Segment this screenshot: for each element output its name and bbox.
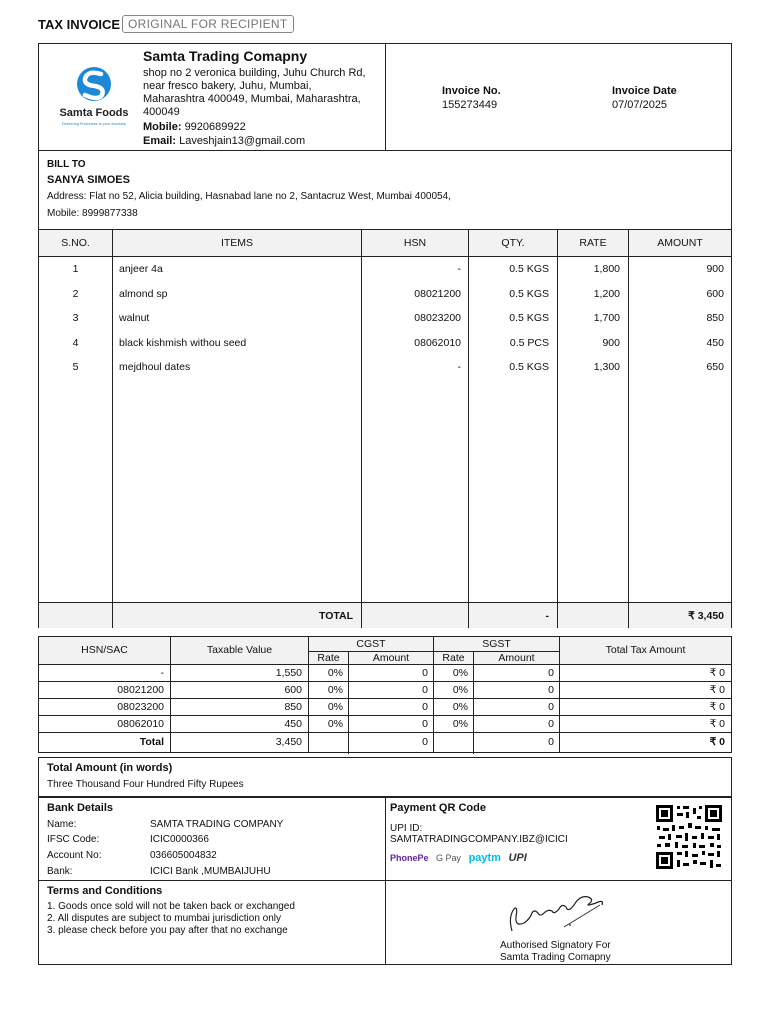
- logo-text: Samta Foods: [59, 107, 129, 119]
- gpay-icon: G Pay: [436, 853, 462, 863]
- payment-apps: [390, 852, 527, 864]
- terms-item: 3. please check before you pay after that no exchange: [47, 925, 288, 936]
- header-rate: RATE: [558, 230, 628, 256]
- seller-email: Email: Laveshjain13@gmail.com: [143, 135, 306, 147]
- bank-details-section: [38, 797, 732, 881]
- invoice-date: 07/07/2025: [612, 99, 668, 111]
- ifsc-code: ICIC0000366: [150, 834, 209, 845]
- account-no: 036605004832: [150, 850, 217, 861]
- bank-branch: ICICI Bank ,MUMBAIJUHU: [150, 866, 271, 877]
- header-sno: S.NO.: [39, 230, 112, 256]
- terms-list: [47, 901, 295, 937]
- header-total-tax: Total Tax Amount: [605, 644, 686, 656]
- header-sgst: SGST: [482, 638, 511, 650]
- customer-name: SANYA SIMOES: [47, 174, 130, 186]
- terms-label: Terms and Conditions: [47, 885, 163, 897]
- signatory-line2: Samta Trading Comapny: [500, 952, 611, 963]
- upi-icon: UPI: [508, 852, 527, 864]
- phonepe-icon: PhonePe: [390, 853, 429, 863]
- upi-id: SAMTATRADINGCOMPANY.IBZ@ICICI: [390, 834, 568, 845]
- account-label: Account No:: [47, 850, 102, 861]
- ifsc-label: IFSC Code:: [47, 834, 100, 845]
- payment-qr-label: Payment QR Code: [390, 802, 486, 814]
- invoice-date-label: Invoice Date: [612, 85, 677, 97]
- tax-summary-table: HSN/SAC Taxable Value CGST SGST Rate Amount Rate Amount Total Tax Amount - 1,550 0% 0 0% 0 ₹ 0 08021200 600 0% 0 0% 0 ₹ 0 08023200 850 0% 0 0% 0 ₹ 0 08062010 450 0% 0 0% 0 ₹ 0 Total 3,450 0 0 ₹ 0: [38, 636, 732, 753]
- logo-tagline: Delivering Freshness to your doorstep: [61, 122, 127, 126]
- invoice-no: 155273449: [442, 99, 498, 111]
- document-title: TAX INVOICE: [38, 17, 121, 32]
- upi-label: UPI ID:: [390, 823, 423, 834]
- terms-item: 1. Goods once sold will not be taken back or exchanged: [47, 901, 295, 912]
- total-qty: -: [545, 610, 549, 622]
- header-hsn: HSN: [362, 230, 468, 256]
- header-taxable-value: Taxable Value: [206, 644, 273, 656]
- bill-to-section: [38, 150, 732, 230]
- invoice-no-label: Invoice No.: [442, 85, 501, 97]
- seller-mobile: Mobile: 9920689922: [143, 121, 246, 133]
- customer-mobile: Mobile: 8999877338: [47, 208, 138, 219]
- terms-section: [38, 880, 732, 965]
- paytm-icon: paytm: [468, 852, 501, 864]
- header-sgst-amount: Amount: [498, 652, 535, 664]
- signatory-line1: Authorised Signatory For: [500, 940, 611, 951]
- items-table: S.NO. ITEMS HSN QTY. RATE AMOUNT 1 anjeer 4a - 0.5 KGS 1,800 900 2 almond sp 08021200 0.5 KGS 1,200 600 3 walnut 08023200 0.5 KGS 1,700 850 4 black kishmish withou seed 08062010 0.5 PCS 900 450 5 mejdhoul dates - 0.5 KGS 1,300 650 TOTAL - ₹ 3,450: [38, 229, 732, 628]
- words-label: Total Amount (in words): [47, 762, 173, 774]
- total-amount: ₹ 3,450: [688, 610, 724, 622]
- signature: [504, 887, 624, 942]
- header-cgst: CGST: [356, 638, 386, 650]
- header-amount: AMOUNT: [629, 230, 731, 256]
- original-badge: ORIGINAL FOR RECIPIENT: [122, 15, 294, 33]
- terms-item: 2. All disputes are subject to mumbai jurisdiction only: [47, 913, 282, 924]
- header-cgst-amount: Amount: [372, 652, 410, 664]
- bill-to-label: BILL TO: [47, 159, 86, 170]
- header-cgst-rate: Rate: [317, 652, 340, 664]
- bank-name: SAMTA TRADING COMPANY: [150, 819, 284, 830]
- amount-in-words: [38, 757, 732, 797]
- total-label: TOTAL: [318, 610, 353, 622]
- payment-qr-code: [655, 804, 723, 875]
- header-hsn-sac: HSN/SAC: [81, 644, 128, 656]
- header-qty: QTY.: [469, 230, 557, 256]
- bank-name-label: Name:: [47, 819, 77, 830]
- bank-label: Bank Details: [47, 802, 114, 814]
- bank-bank-label: Bank:: [47, 866, 73, 877]
- company-logo: [51, 64, 137, 134]
- seller-name: Samta Trading Comapny: [143, 48, 308, 64]
- customer-address: Address: Flat no 52, Alicia building, Hasnabad lane no 2, Santacruz West, Mumbai 400054,: [47, 191, 451, 202]
- seller-address: shop no 2 veronica building, Juhu Church Rd, near fresco bakery, Juhu, Mumbai, Maharashtra 400049, Mumbai, Maharashtra, 400049: [143, 67, 366, 118]
- words-value: Three Thousand Four Hundred Fifty Rupees: [47, 779, 244, 790]
- header-items: ITEMS: [113, 230, 361, 256]
- invoice-header: [38, 43, 732, 151]
- header-sgst-rate: Rate: [442, 652, 465, 664]
